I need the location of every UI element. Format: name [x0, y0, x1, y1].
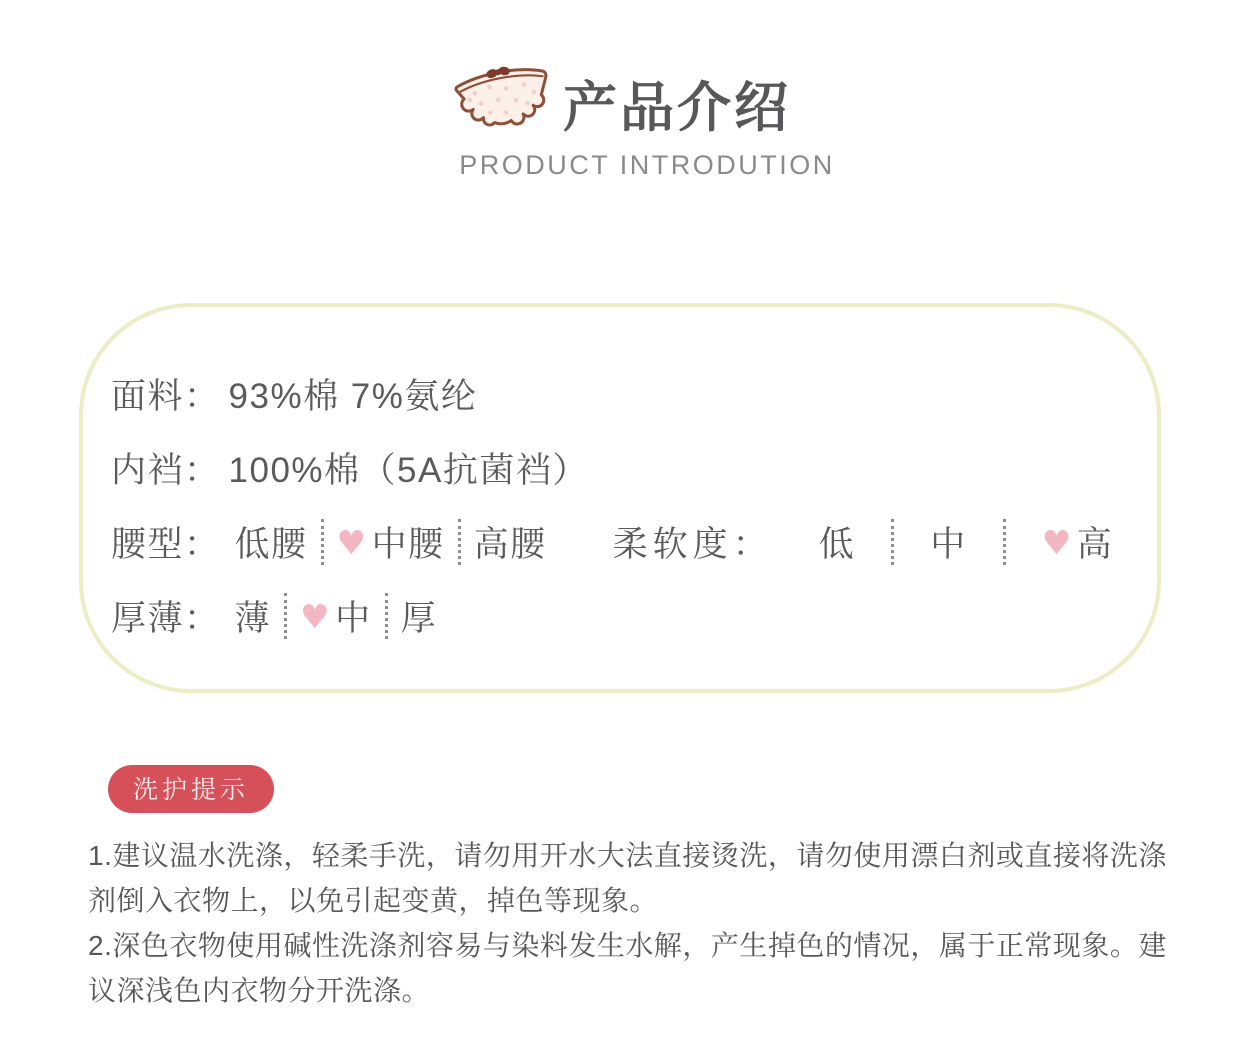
care-tip-line: 议深浅色内衣物分开洗涤。: [88, 975, 431, 1006]
dotted-divider: [284, 593, 287, 639]
spec-row-crotch: [111, 443, 1129, 493]
care-tip-line: 2.深色衣物使用碱性洗涤剂容易与染料发生水解，产生掉色的情况，属于正常现象。建: [88, 930, 1167, 961]
option-label: 低: [818, 525, 856, 564]
option-label: 低腰: [234, 525, 308, 564]
option-高: [1042, 517, 1114, 567]
spec-softness-group: [613, 517, 1114, 567]
option-中: [300, 591, 372, 641]
care-badge: 洗护提示: [108, 765, 274, 813]
care-tip-2: [88, 923, 1220, 1013]
panties-icon: [446, 58, 557, 147]
crotch-value: 100%棉（5A抗菌裆）: [228, 451, 589, 490]
care-tip-1: [88, 833, 1220, 923]
option-label: 中: [930, 525, 967, 564]
heart-icon: ♥: [1041, 522, 1073, 562]
spec-thickness-group-label: 厚薄：: [111, 599, 221, 638]
option-厚: [401, 591, 438, 641]
section-header: [0, 0, 1240, 181]
dotted-divider: [1003, 519, 1006, 565]
page-subtitle: PRODUCT INTRODUTION: [459, 150, 835, 180]
fabric-value: 93%棉 7%氨纶: [228, 377, 478, 416]
spec-row-fabric: [111, 369, 1129, 419]
dotted-divider: [458, 519, 461, 565]
care-tip-line: 1.建议温水洗涤，轻柔手洗，请勿用开水大法直接烫洗，请勿使用漂白剂或直接将洗涤: [88, 840, 1167, 871]
option-label: 高腰: [473, 525, 547, 564]
dotted-divider: [321, 519, 324, 565]
option-label: 厚: [400, 599, 438, 638]
care-tip-line: 剂倒入衣物上，以免引起变黄，掉色等现象。: [88, 885, 659, 916]
option-低: [819, 517, 856, 567]
spec-row-waist-softness: [111, 517, 1129, 567]
option-label: 中腰: [371, 525, 445, 564]
option-label: 高: [1076, 525, 1114, 564]
spec-softness-group-label: 柔软度：: [612, 525, 773, 564]
care-section: [0, 693, 1240, 1013]
heart-icon: ♥: [300, 596, 332, 636]
fabric-label: 面料：: [111, 377, 221, 416]
heart-icon: ♥: [336, 522, 368, 562]
option-中: [930, 517, 967, 567]
option-低腰: [235, 517, 308, 567]
crotch-label: 内裆：: [111, 451, 221, 490]
spec-thickness-group: [111, 591, 437, 641]
option-薄: [235, 591, 272, 641]
spec-waist-group-label: 腰型：: [111, 525, 221, 564]
option-label: 中: [335, 599, 372, 638]
care-tips: [88, 833, 1220, 1013]
page-title: 产品介绍: [563, 77, 791, 138]
dotted-divider: [891, 519, 894, 565]
spec-box: [79, 303, 1161, 693]
spec-row-thickness: [111, 591, 1129, 641]
dotted-divider: [385, 593, 388, 639]
title-row: [0, 62, 1240, 144]
option-label: 薄: [234, 599, 272, 638]
option-高腰: [474, 517, 547, 567]
spec-waist-group: [111, 517, 547, 567]
option-中腰: [337, 517, 445, 567]
